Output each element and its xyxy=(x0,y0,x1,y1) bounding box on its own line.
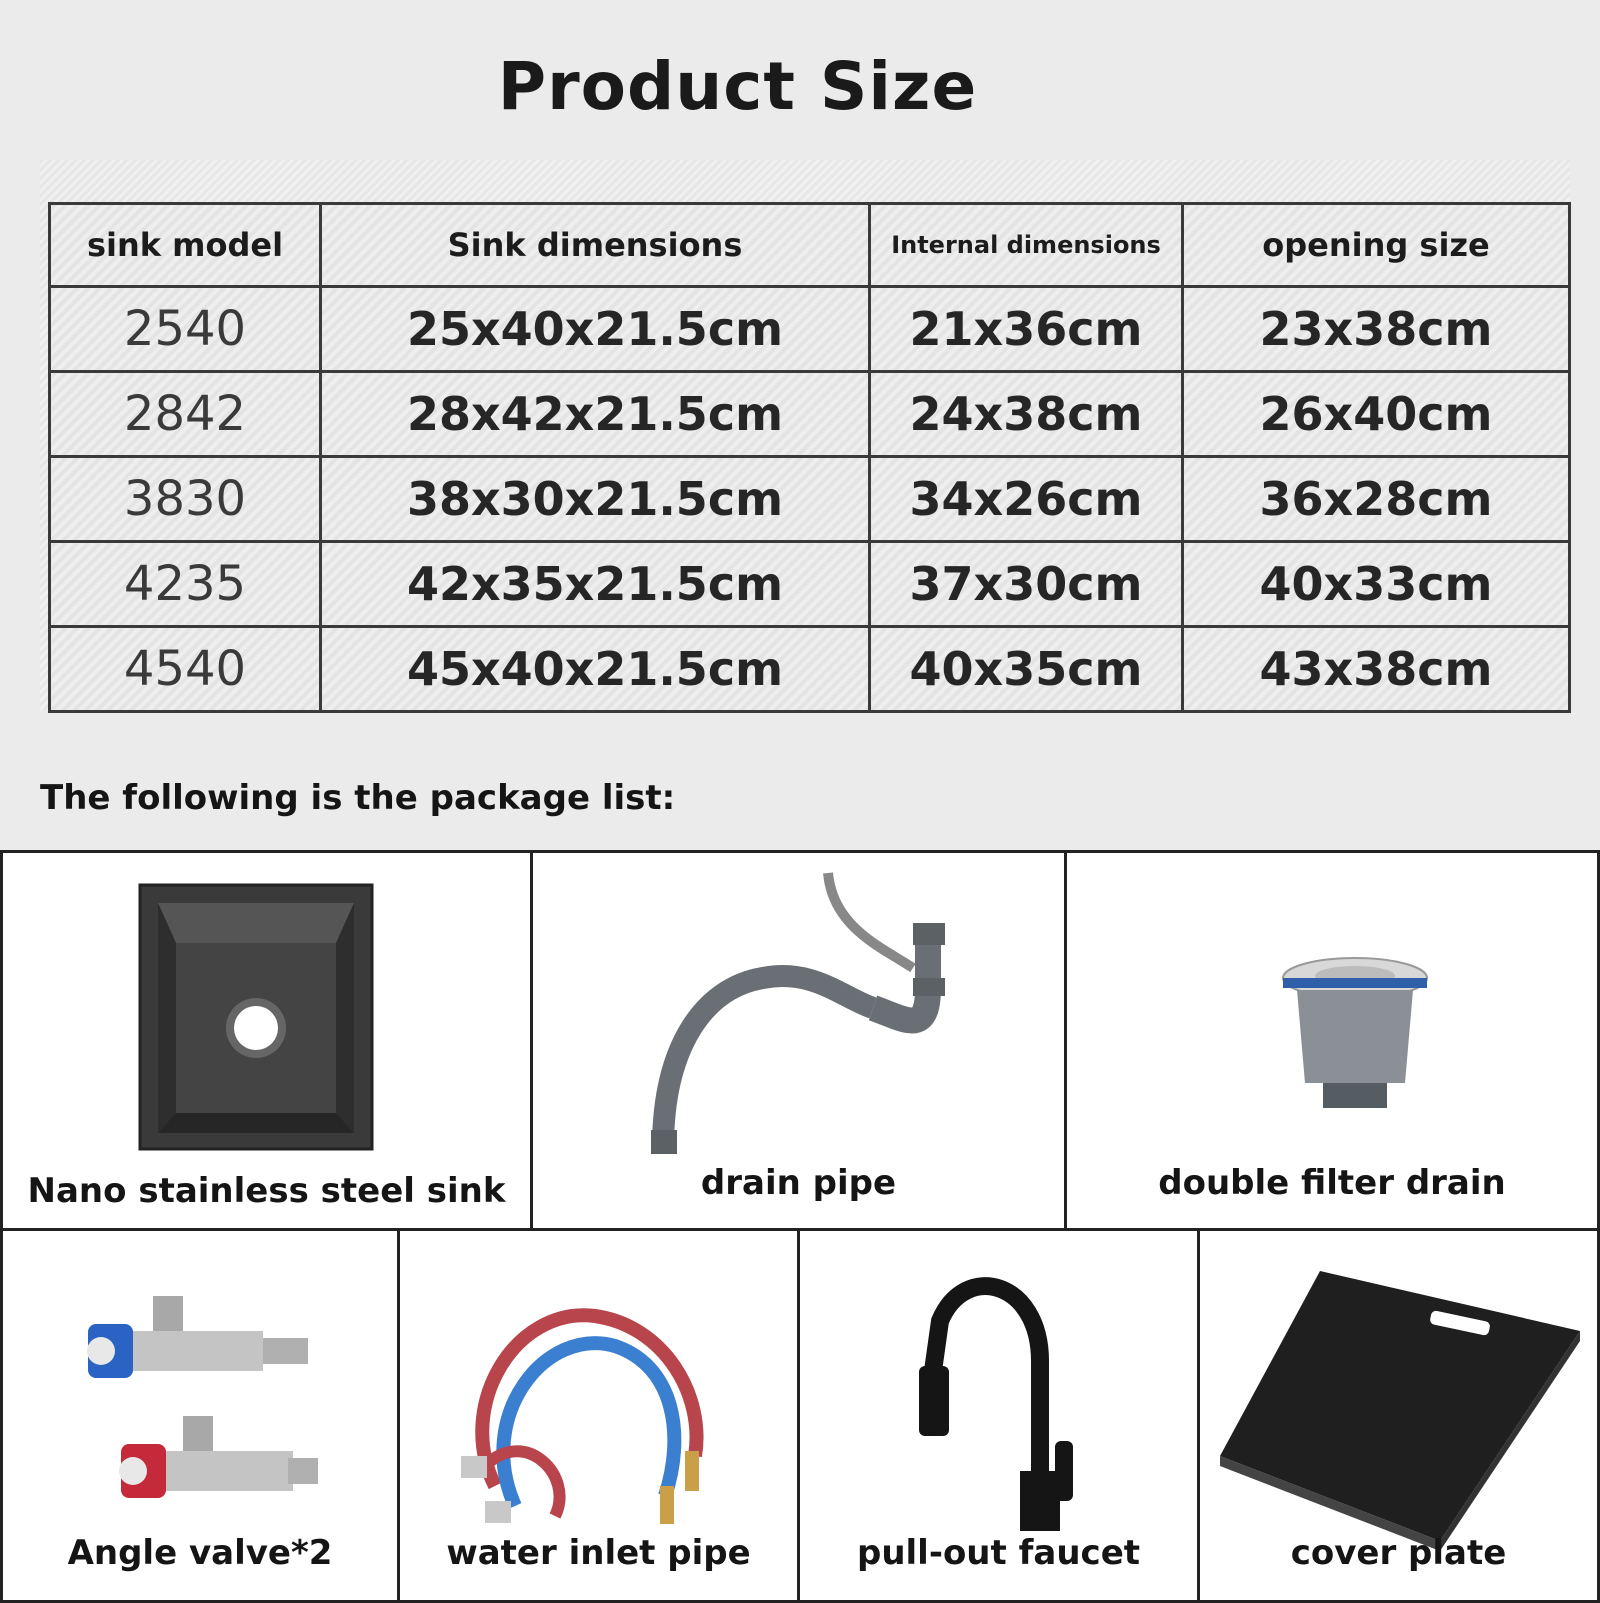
package-item-cover-plate xyxy=(1200,1231,1600,1603)
item-caption: Nano stainless steel sink xyxy=(27,1171,506,1211)
package-grid xyxy=(0,850,1600,1603)
water-inlet-pipe-icon xyxy=(455,1286,755,1526)
cell-opening-size: 26x40cm xyxy=(1183,372,1570,457)
table-row xyxy=(50,542,1570,627)
cell-sink-dimensions: 45x40x21.5cm xyxy=(321,627,870,712)
size-table-panel xyxy=(40,160,1570,710)
cell-internal-dimensions: 24x38cm xyxy=(870,372,1183,457)
package-list-heading: The following is the package list: xyxy=(40,778,676,818)
item-caption: cover plate xyxy=(1290,1533,1507,1573)
item-caption: drain pipe xyxy=(700,1163,897,1203)
faucet-icon xyxy=(905,1241,1105,1541)
package-item-faucet xyxy=(800,1231,1200,1603)
cell-sink-dimensions: 25x40x21.5cm xyxy=(321,287,870,372)
cell-sink-dimensions: 38x30x21.5cm xyxy=(321,457,870,542)
package-item-drain-pipe xyxy=(533,853,1067,1231)
filter-drain-icon xyxy=(1275,948,1435,1128)
table-header-row xyxy=(50,204,1570,287)
item-caption: double filter drain xyxy=(1158,1163,1506,1203)
cell-internal-dimensions: 34x26cm xyxy=(870,457,1183,542)
table-row xyxy=(50,372,1570,457)
table-row xyxy=(50,287,1570,372)
size-table xyxy=(48,202,1571,713)
cell-model: 4235 xyxy=(50,542,321,627)
header-opening-size: opening size xyxy=(1183,204,1570,287)
cell-sink-dimensions: 42x35x21.5cm xyxy=(321,542,870,627)
header-sink-dimensions: Sink dimensions xyxy=(321,204,870,287)
header-sink-model: sink model xyxy=(50,204,321,287)
cell-sink-dimensions: 28x42x21.5cm xyxy=(321,372,870,457)
cell-internal-dimensions: 21x36cm xyxy=(870,287,1183,372)
table-row xyxy=(50,457,1570,542)
cell-model: 2540 xyxy=(50,287,321,372)
item-caption: pull-out faucet xyxy=(856,1533,1141,1573)
cell-opening-size: 40x33cm xyxy=(1183,542,1570,627)
cell-internal-dimensions: 40x35cm xyxy=(870,627,1183,712)
item-caption: Angle valve*2 xyxy=(67,1533,333,1573)
package-item-filter-drain xyxy=(1067,853,1600,1231)
cell-model: 2842 xyxy=(50,372,321,457)
package-item-water-inlet-pipe xyxy=(400,1231,800,1603)
sink-icon xyxy=(138,883,378,1153)
cell-opening-size: 36x28cm xyxy=(1183,457,1570,542)
item-caption: water inlet pipe xyxy=(446,1533,751,1573)
cell-internal-dimensions: 37x30cm xyxy=(870,542,1183,627)
package-item-angle-valve xyxy=(0,1231,400,1603)
cell-opening-size: 23x38cm xyxy=(1183,287,1570,372)
cell-model: 4540 xyxy=(50,627,321,712)
header-internal-dimensions: Internal dimensions xyxy=(870,204,1183,287)
drain-pipe-icon xyxy=(643,868,983,1168)
cell-opening-size: 43x38cm xyxy=(1183,627,1570,712)
angle-valve-icon xyxy=(83,1286,323,1516)
package-item-sink xyxy=(0,853,533,1231)
table-row xyxy=(50,627,1570,712)
cell-model: 3830 xyxy=(50,457,321,542)
cover-plate-icon xyxy=(1210,1261,1590,1551)
page-title: Product Size xyxy=(497,48,978,125)
